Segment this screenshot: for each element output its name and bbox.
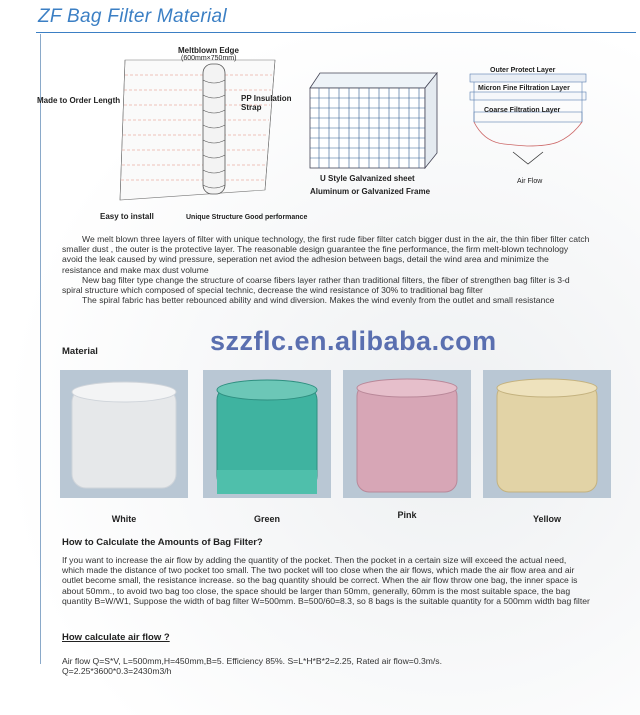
- material-roll-green: [203, 370, 331, 498]
- frame-grid-sketch: [305, 68, 445, 178]
- material-roll-yellow: [483, 370, 611, 498]
- micron-layer-label: Micron Fine Filtration Layer: [478, 85, 570, 92]
- material-roll-white: [60, 370, 188, 498]
- calc-paragraph: If you want to increase the air flow by adding the quantity of the pocket. Then the pocket in a certain size will exceed the actual need, which made the distance of two pocket too small. The two pocket will too close when the air flows, which made the air flow area and air outlet become small, the resistance increase. so the bag quantity should be correct. When the air flow throw one bag, the inner space is about 50mm., to avoid two bag too close, the space should be larger than 50mm, generally, 60mm is the most suitable space, the bag quantity B=W/W1, Suppose the width of bag filter W=500mm. B=500/60=8.3, so 8 bags is the suitable quantity for a 500mm width bag filter: [62, 555, 590, 606]
- meltblown-edge-label: Meltblown Edge: [178, 46, 239, 55]
- made-to-order-label: Made to Order Length: [37, 96, 121, 105]
- material-label-yellow: Yellow: [532, 514, 561, 524]
- meltblown-dim-label: (600mm×750mm): [181, 55, 237, 62]
- calc-body: [62, 555, 590, 606]
- unique-structure-label: Unique Structure Good performance: [186, 214, 308, 221]
- frame-label: Aluminum or Galvanized Frame: [310, 187, 431, 196]
- roll-yellow-image: [483, 370, 611, 498]
- airflow-body: [62, 656, 590, 676]
- roll-white-image: [60, 370, 188, 498]
- calc-heading: How to Calculate the Amounts of Bag Filter?: [62, 537, 263, 548]
- material-heading: Material: [62, 346, 98, 357]
- coarse-layer-label: Coarse Filtration Layer: [484, 107, 561, 114]
- airflow-line-1: Air flow Q=S*V, L=500mm,H=450mm,B=5. Efficiency 85%. S=L*H*B*2=2.25, Rated air flow=0.3m/s.: [62, 656, 442, 666]
- u-style-label: U Style Galvanized sheet: [320, 174, 415, 183]
- intro-paragraph-2: New bag filter type change the structure of coarse fibers layer rather than traditional filters, the fiber of strengthen bag filter is 3-d spiral structure which composed of special technic, decrease the wind resistance of 30% to traditional bag filter: [62, 274, 570, 296]
- intro-paragraph-1: We melt blown three layers of filter with unique technology, the first rude fiber filter catch bigger dust in the air, the thin fiber filter catch smaller dust , the outer is the protective layer. The reasonable design guarantee the fine performance, the firm melt-blown technology avoid the leak caused by wind pressure, seperation net aviod the adhesion between bags, detail the wind area and minimize the resistance and make max dust volume: [62, 234, 590, 275]
- roll-green-image: [203, 370, 331, 498]
- intro-paragraph-3: The spiral fabric has better rebounced ability and wind diversion. Makes the wind evenly from the outlet and small resistance: [82, 295, 555, 306]
- airflow-line-2: Q=2.25*3600*0.3=2430m3/h: [62, 666, 172, 677]
- bag-filter-sketch: [100, 50, 290, 220]
- intro-text: [62, 234, 590, 305]
- air-flow-label: Air Flow: [517, 178, 543, 185]
- pp-strap-label: PP Insulation Strap: [241, 94, 292, 112]
- material-label-white: White: [111, 514, 137, 524]
- title-underline: [36, 32, 636, 33]
- left-margin-rule: [40, 34, 41, 664]
- material-roll-pink: [343, 370, 471, 498]
- airflow-heading: How calculate air flow ?: [62, 632, 170, 643]
- roll-pink-image: [343, 370, 471, 498]
- page-title: ZF Bag Filter Material: [38, 6, 227, 27]
- material-label-green: Green: [253, 514, 280, 524]
- watermark-text: szzflc.en.alibaba.com: [210, 326, 497, 356]
- easy-install-label: Easy to install: [100, 212, 154, 221]
- outer-layer-label: Outer Protect Layer: [490, 67, 556, 74]
- material-label-pink: Pink: [397, 510, 417, 520]
